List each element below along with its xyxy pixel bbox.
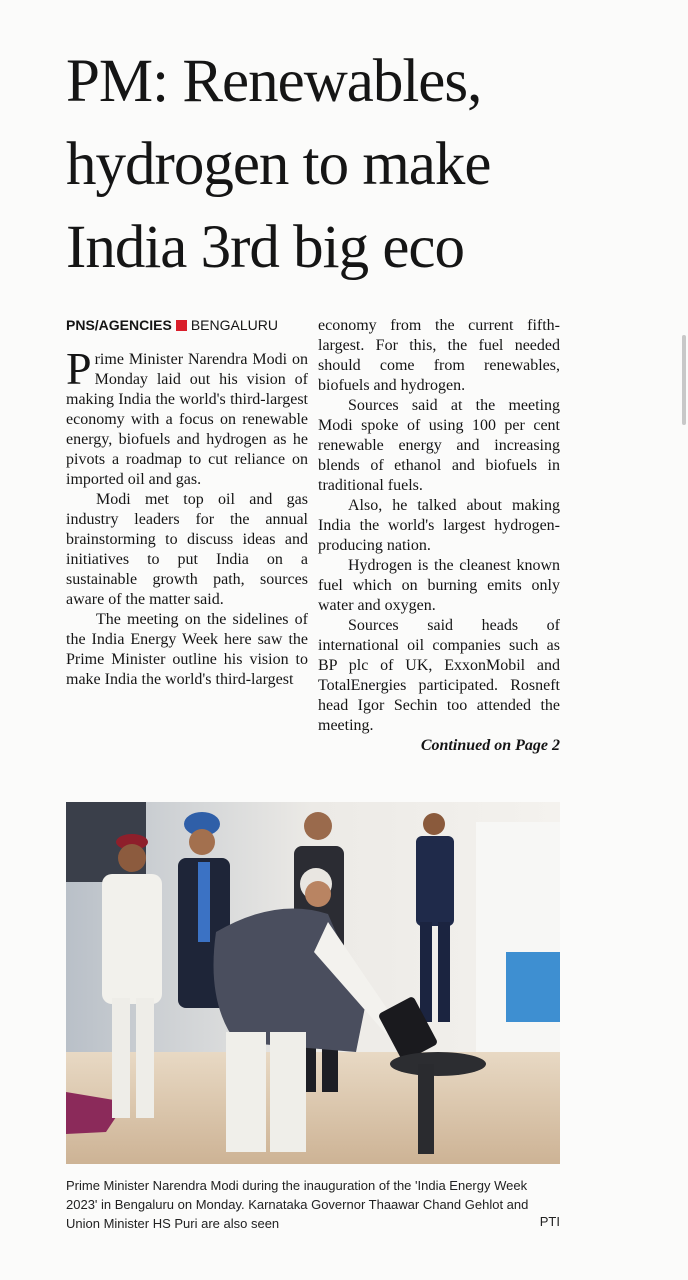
article-column-left xyxy=(66,316,308,690)
byline-location: BENGALURU xyxy=(190,317,278,333)
byline-agency: PNS/AGENCIES xyxy=(66,317,172,333)
article-paragraph-3-continued: economy from the current fifth-largest. For this, the fuel needed should come from renewables, biofuels and hydrogen. xyxy=(318,317,560,394)
news-photo xyxy=(66,802,560,1164)
article-paragraph-3: The meeting on the sidelines of the India Energy Week here saw the Prime Minister outline his vision to make India the world's third-largest xyxy=(66,611,308,688)
headline-line-1: PM: Renewables, xyxy=(66,48,482,115)
headline-line-3: India 3rd big eco xyxy=(66,214,464,281)
photo-caption: Prime Minister Narendra Modi during the inauguration of the 'India Energy Week 2023' in Bengaluru on Monday. Karnataka Governor Thaawar Chand Gehlot and Union Minister HS Puri are also seen xyxy=(66,1178,529,1231)
drop-cap: P xyxy=(66,343,92,394)
photo-credit: PTI xyxy=(539,1214,560,1229)
article-paragraph-1: Prime Minister Narendra Modi on Monday laid out his vision of making India the world's third-largest economy with a focus on renewable energy, biofuels and hydrogen as he pivots a roadmap to cut reliance on imported oil and gas. xyxy=(66,343,308,488)
article-paragraph-7: Sources said heads of international oil companies such as BP plc of UK, ExxonMobil and TotalEnergies participated. Rosneft head Igor Sechin too attended the meeting. xyxy=(318,617,560,734)
article-paragraph-2: Modi met top oil and gas industry leaders for the annual brainstorming to discuss ideas and initiatives to put India on a sustainable growth path, sources aware of the matter said. xyxy=(66,491,308,608)
byline xyxy=(66,316,308,336)
article-paragraph-6: Hydrogen is the cleanest known fuel which on burning emits only water and oxygen. xyxy=(318,557,560,614)
article-paragraph-5: Also, he talked about making India the world's largest hydrogen-producing nation. xyxy=(318,497,560,554)
red-square-icon xyxy=(176,320,187,331)
news-photo-illustration xyxy=(66,802,560,1164)
scrollbar-thumb[interactable] xyxy=(682,335,686,425)
article-column-right xyxy=(318,316,560,756)
continued-on-page-link[interactable]: Continued on Page 2 xyxy=(420,737,560,754)
article-paragraph-4: Sources said at the meeting Modi spoke of using 100 per cent renewable energy and increasing blends of ethanol and biofuels in traditional fuels. xyxy=(318,397,560,494)
headline-line-2: hydrogen to make xyxy=(66,131,491,198)
headline xyxy=(66,40,626,289)
